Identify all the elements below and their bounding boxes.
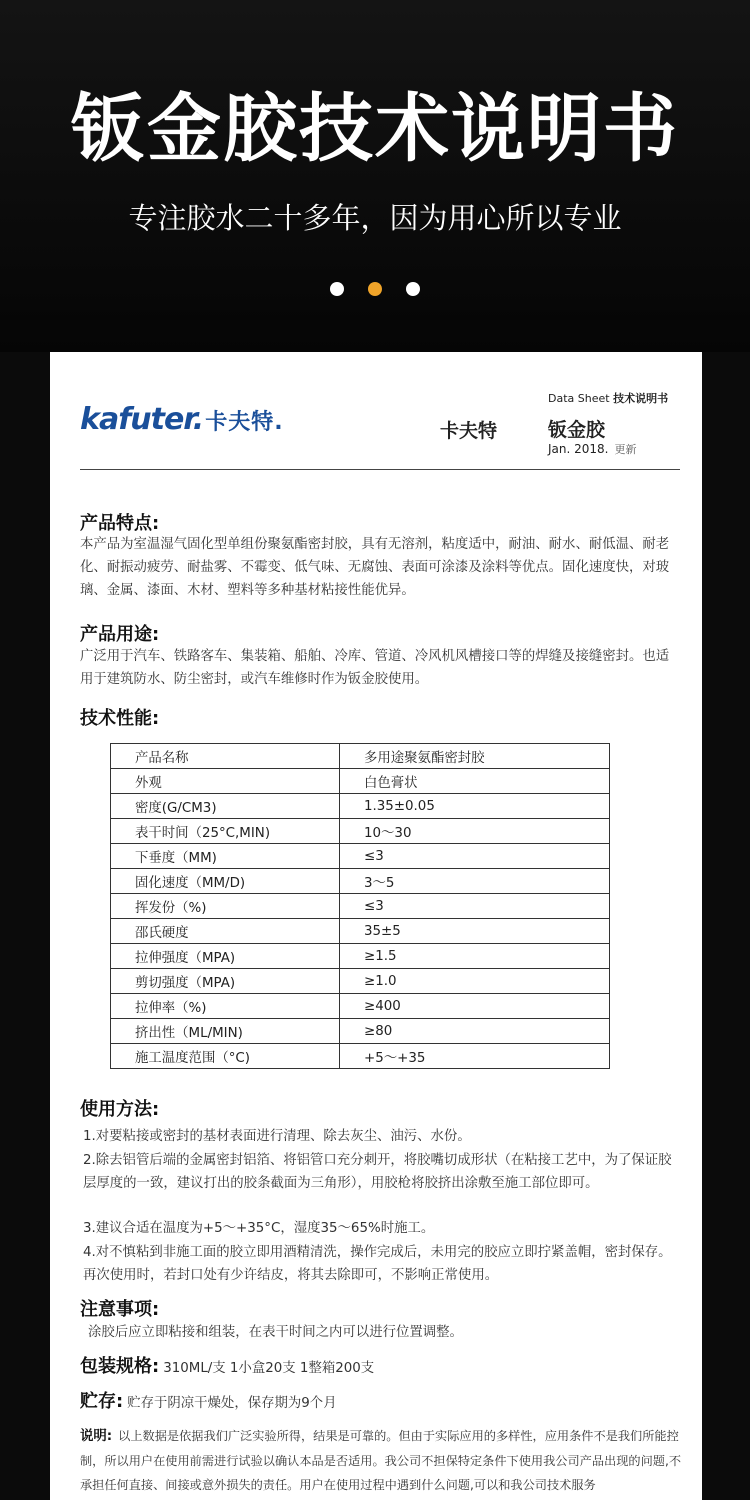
date: Jan. 2018. [548,442,609,456]
datasheet-page [50,352,702,1500]
carousel-dot[interactable] [330,282,344,296]
spec-name-cell: 外观 [111,769,340,794]
banner [0,0,750,352]
storage-heading: 贮存: [80,1391,124,1412]
spec-value-cell: 多用途聚氨酯密封胶 [340,744,610,769]
datasheet-label [548,390,668,406]
spec-table [110,743,610,1069]
spec-name-cell: 固化速度（MM/D) [111,869,340,894]
spec-value-cell: 1.35±0.05 [340,794,610,819]
spec-row [111,969,610,994]
caution-heading: 注意事项: [80,1299,160,1320]
banner-subtitle: 专注胶水二十多年，因为用心所以专业 [128,201,622,235]
spec-value-cell: 白色膏状 [340,769,610,794]
features-heading: 产品特点: [80,513,160,534]
disclaimer [80,1424,688,1497]
product-name: 钣金胶 [548,419,606,441]
spec-name-cell: 施工温度范围（°C) [111,1044,340,1069]
method-step-2: 2.除去铝管后端的金属密封铝箔、将铝管口充分刺开，将胶嘴切成形状（在粘接工艺中，为了保证胶层厚度的一致，建议打出的胶条截面为三角形），用胶枪将胶挤出涂敷至施工部位即可。 [83,1153,672,1191]
logo-en: kafuter. [80,402,204,437]
spec-name-cell: 邵氏硬度 [111,919,340,944]
datasheet-en: Data Sheet [548,392,610,405]
spec-value-cell: 35±5 [340,919,610,944]
spec-name-cell: 挤出性（ML/MIN) [111,1019,340,1044]
carousel-dot[interactable] [406,282,420,296]
usage-heading: 产品用途: [80,624,160,645]
header-divider [80,469,680,470]
features-text: 本产品为室温湿气固化型单组份聚氨酯密封胶，具有无溶剂，粘度适中，耐油、耐水、耐低温、耐老化、耐振动疲劳、耐盐雾、不霉变、低气味、无腐蚀、表面可涂漆及涂料等优点。固化速度快，对玻璃、金属、漆面、木材、塑料等多种基材粘接性能优异。 [80,537,670,598]
method-step-3: 3.建议合适在温度为+5～+35°C，湿度35～65%时施工。 [83,1221,435,1236]
spec-name-cell: 剪切强度（MPA) [111,969,340,994]
packaging-text: 310ML/支 1小盒20支 1整箱200支 [163,1361,375,1376]
spec-value-cell: 3～5 [340,869,610,894]
spec-value-cell: +5～+35 [340,1044,610,1069]
date-line [548,441,636,457]
spec-row [111,894,610,919]
spec-value-cell: ≥400 [340,994,610,1019]
spec-value-cell: ≥1.5 [340,944,610,969]
spec-row [111,844,610,869]
spec-name-cell: 表干时间（25°C,MIN) [111,819,340,844]
spec-value-cell: ≤3 [340,844,610,869]
method-step-4: 4.对不慎粘到非施工面的胶立即用酒精清洗，操作完成后，未用完的胶应立即拧紧盖帽，密封保存。再次使用时，若封口处有少许结皮，将其去除即可，不影响正常使用。 [83,1245,672,1283]
spec-row [111,744,610,769]
spec-value-cell: ≥80 [340,1019,610,1044]
spec-name-cell: 下垂度（MM) [111,844,340,869]
spec-row [111,769,610,794]
banner-title: 钣金胶技术说明书 [71,86,679,172]
spec-row [111,994,610,1019]
spec-row [111,794,610,819]
caution-text: 涂胶后应立即粘接和组装，在表干时间之内可以进行位置调整。 [88,1325,463,1340]
specs-heading: 技术性能: [80,708,160,729]
updated-label: 更新 [614,443,637,456]
spec-row [111,919,610,944]
spec-value-cell: ≥1.0 [340,969,610,994]
carousel-dots [0,281,750,295]
carousel-dot-active[interactable] [368,282,382,296]
method-heading: 使用方法: [80,1099,160,1120]
spec-name-cell: 拉伸率（%) [111,994,340,1019]
spec-row [111,1044,610,1069]
spec-value-cell: ≤3 [340,894,610,919]
spec-row [111,819,610,844]
spec-name-cell: 拉伸强度（MPA) [111,944,340,969]
spec-name-cell: 密度(G/CM3) [111,794,340,819]
disclaimer-text: 以上数据是依据我们广泛实验所得，结果是可靠的。但由于实际应用的多样性，应用条件不是我们所能控制，所以用户在使用前需进行试验以确认本品是否适用。我公司不担保特定条件下使用我公司产品出现的问题,不承担任何直接、间接或意外损失的责任。用户在使用过程中遇到什么问题,可以和我公司技术服务 [80,1429,682,1492]
spec-row [111,944,610,969]
spec-name-cell: 产品名称 [111,744,340,769]
packaging-heading: 包装规格: [80,1356,160,1377]
brand-logo [80,402,284,437]
disclaimer-heading: 说明: [80,1429,113,1444]
packaging-line [80,1352,374,1378]
logo-cn: 卡夫特. [205,410,284,435]
spec-row [111,1019,610,1044]
datasheet-cn: 技术说明书 [613,392,669,405]
spec-name-cell: 挥发份（%) [111,894,340,919]
spec-row [111,869,610,894]
storage-text: 贮存于阴凉干燥处，保存期为9个月 [127,1396,337,1411]
spec-value-cell: 10～30 [340,819,610,844]
usage-text: 广泛用于汽车、铁路客车、集装箱、船舶、冷库、管道、冷风机风槽接口等的焊缝及接缝密封。也适用于建筑防水、防尘密封，或汽车维修时作为钣金胶使用。 [80,649,670,687]
brand-name: 卡夫特 [440,420,498,442]
storage-line [80,1387,337,1413]
method-step-1: 1.对要粘接或密封的基材表面进行清理、除去灰尘、油污、水份。 [83,1129,471,1144]
